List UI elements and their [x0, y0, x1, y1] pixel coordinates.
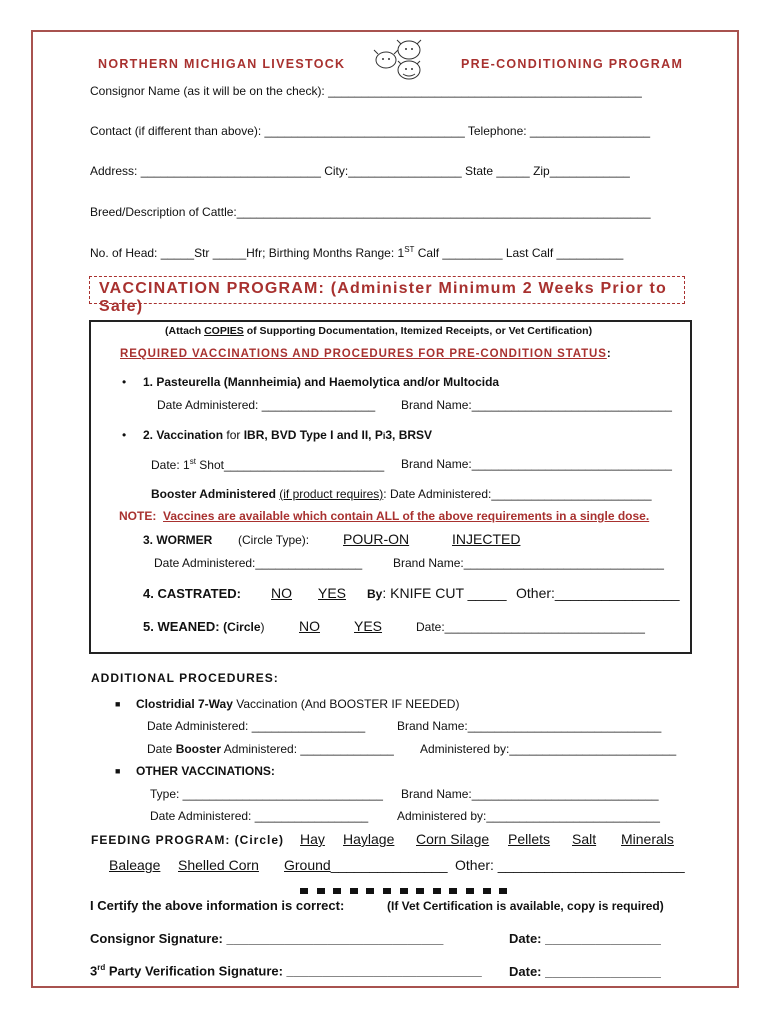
org-name: NORTHERN MICHIGAN LIVESTOCK	[98, 57, 346, 71]
castration-method-field[interactable]	[367, 585, 507, 601]
weaned-yes-option[interactable]: YES	[354, 618, 383, 634]
calf-range-label: Calf _________ Last Calf __________	[414, 246, 624, 260]
third-party-signature-field[interactable]	[90, 963, 482, 978]
feed-minerals-option[interactable]: Minerals	[621, 831, 674, 847]
attach-copies: COPIES	[204, 325, 244, 337]
weaned-circle: (Circle	[223, 620, 261, 634]
booster-label: Booster Administered	[151, 487, 280, 501]
first-shot-date-label: Date: 1	[151, 458, 190, 472]
castrated-other-field[interactable]: Other:________________	[516, 585, 680, 601]
vet-certification-note: (If Vet Certification is available, copy is required)	[387, 899, 664, 913]
clostridial-brand-field[interactable]: Brand Name:_____________________________	[397, 719, 662, 733]
booster-word: Booster	[175, 742, 222, 756]
feeding-program-label: FEEDING PROGRAM: (Circle)	[91, 833, 285, 847]
feed-hay-option[interactable]: Hay	[300, 831, 325, 847]
square-bullet-icon: ■	[115, 766, 121, 776]
required-colon: :	[606, 348, 612, 360]
pasteurella-date-field[interactable]: Date Administered: _________________	[157, 398, 376, 412]
booster-date-line: : Date Administered:________________________	[383, 487, 652, 501]
item2-a: 2. Vaccination	[143, 428, 227, 442]
wormer-circle-type: (Circle Type):	[238, 533, 310, 547]
booster-field[interactable]	[151, 487, 652, 501]
first-superscript: ST	[404, 245, 415, 254]
feed-shelled-corn-option[interactable]: Shelled Corn	[178, 857, 259, 873]
head-count-label: No. of Head: _____Str _____Hfr; Birthing Months Range: 1	[90, 246, 405, 260]
additional-procedures-heading: ADDITIONAL PROCEDURES:	[91, 671, 279, 685]
certify-statement: I Certify the above information is correct:	[90, 898, 345, 913]
other-brand-field[interactable]: Brand Name:____________________________	[401, 787, 659, 801]
cattle-heads-logo-icon	[372, 38, 432, 87]
weaned-text: 5. WEANED:	[143, 619, 224, 634]
single-dose-note	[119, 509, 649, 523]
castrated-by-label: By	[367, 587, 383, 601]
weaned-no-option[interactable]: NO	[299, 618, 320, 634]
vaccination-program-title	[89, 276, 685, 315]
wormer-date-field[interactable]: Date Administered:________________	[154, 556, 363, 570]
wormer-label: 3. WORMER	[143, 533, 213, 547]
feed-other-field[interactable]: Other: ________________________	[455, 857, 685, 873]
third-number: 3	[90, 963, 98, 979]
square-bullet-icon: ■	[115, 699, 121, 709]
feed-corn-silage-option[interactable]: Corn Silage	[416, 831, 490, 847]
feed-baleage-option[interactable]: Baleage	[109, 857, 161, 873]
first-shot-date-field[interactable]	[151, 457, 384, 472]
other-vaccinations-heading: OTHER VACCINATIONS:	[136, 764, 275, 778]
attach-pre: (Attach	[165, 325, 205, 337]
bullet-icon: •	[122, 428, 127, 442]
consignor-name-field[interactable]: Consignor Name (as it will be on the check): _______________________________________________	[90, 84, 642, 98]
breed-description-field[interactable]: Breed/Description of Cattle:______________________________________________________________	[90, 205, 651, 219]
head-count-field[interactable]	[90, 245, 623, 260]
st-superscript: st	[189, 457, 196, 466]
clostridial-booster-date-field[interactable]	[147, 742, 394, 756]
wormer-injected-option[interactable]: INJECTED	[452, 531, 521, 547]
bullet-icon: •	[122, 375, 127, 389]
clostridial-date-field[interactable]: Date Administered: _________________	[147, 719, 366, 733]
weaned-label	[143, 619, 265, 634]
other-date-field[interactable]: Date Administered: _________________	[150, 809, 369, 823]
other-administered-by-field[interactable]: Administered by:__________________________	[397, 809, 660, 823]
feed-pellets-option[interactable]: Pellets	[508, 831, 551, 847]
castrated-no-option[interactable]: NO	[271, 585, 292, 601]
clostridial-item	[136, 697, 459, 711]
other-type-field[interactable]: Type: ______________________________	[150, 787, 383, 801]
note-label: NOTE:	[119, 509, 157, 523]
booster-admin-line: Administered: ______________	[221, 742, 394, 756]
item2-b: for	[226, 428, 244, 442]
castrated-label: 4. CASTRATED:	[143, 586, 241, 601]
note-text: Vaccines are available which contain ALL of the above requirements in a single dose.	[163, 509, 650, 523]
address-field[interactable]: Address: ___________________________ City:_________________ State _____ Zip____________	[90, 164, 630, 178]
consignor-date-field[interactable]: Date: ________________	[509, 931, 661, 946]
dotted-divider	[300, 881, 516, 899]
booster-condition: (if product requires)	[279, 487, 384, 501]
third-party-date-field[interactable]: Date: ________________	[509, 964, 661, 979]
clostridial-administered-by-field[interactable]: Administered by:_________________________	[420, 742, 677, 756]
ground-line: _______________	[330, 857, 448, 873]
feed-salt-option[interactable]: Salt	[572, 831, 597, 847]
attach-copies-note	[165, 325, 592, 337]
wormer-pour-on-option[interactable]: POUR-ON	[343, 531, 410, 547]
first-shot-line: Shot________________________	[195, 458, 385, 472]
knife-cut-line: : KNIFE CUT _____	[382, 585, 507, 601]
required-heading-text: REQUIRED VACCINATIONS AND PROCEDURES FOR PRE-CONDITION STATUS	[120, 348, 607, 360]
clostridial-detail: Vaccination (And BOOSTER IF NEEDED)	[232, 697, 460, 711]
wormer-brand-field[interactable]: Brand Name:______________________________	[393, 556, 664, 570]
ground-word: Ground	[284, 857, 331, 873]
item2-d: i	[382, 431, 386, 441]
pasteurella-brand-field[interactable]: Brand Name:______________________________	[401, 398, 672, 412]
attach-post: of Supporting Documentation, Itemized Receipts, or Vet Certification)	[243, 325, 593, 337]
feed-ground-option[interactable]	[284, 857, 448, 873]
weaned-paren: )	[260, 620, 265, 634]
third-party-line: Party Verification Signature: ___________________________	[105, 963, 482, 979]
consignor-signature-field[interactable]: Consignor Signature: ______________________________	[90, 931, 444, 946]
clostridial-label: Clostridial 7-Way	[136, 697, 233, 711]
program-name: PRE-CONDITIONING PROGRAM	[461, 57, 684, 71]
castrated-yes-option[interactable]: YES	[318, 585, 347, 601]
item2-c: IBR, BVD Type I and II, P	[243, 428, 383, 442]
item2-e: 3, BRSV	[385, 428, 433, 442]
pasteurella-item: 1. Pasteurella (Mannheimia) and Haemolytica and/or Multocida	[143, 375, 500, 389]
booster-date-prefix: Date	[147, 742, 176, 756]
ibr-bvd-item	[143, 428, 432, 442]
ibr-brand-field[interactable]: Brand Name:______________________________	[401, 457, 672, 471]
rd-superscript: rd	[97, 963, 106, 972]
feed-haylage-option[interactable]: Haylage	[343, 831, 395, 847]
vaccination-title-text: VACCINATION PROGRAM: (Administer Minimum 2 Weeks Prior to Sale)	[99, 280, 668, 315]
contact-telephone-field[interactable]: Contact (if different than above): ______________________________ Telephone: __________________	[90, 124, 651, 138]
required-heading	[120, 348, 612, 360]
weaned-date-field[interactable]: Date:______________________________	[416, 620, 645, 634]
